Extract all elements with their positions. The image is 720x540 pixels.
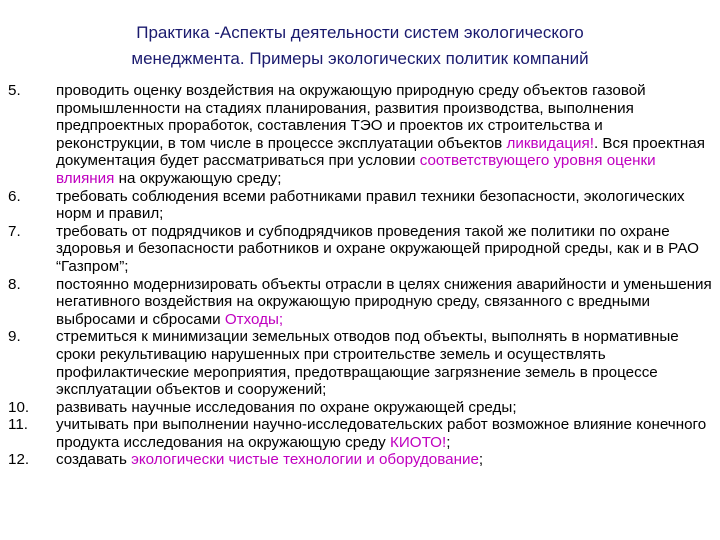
policy-list — [8, 82, 713, 469]
policy-item-8 — [8, 276, 713, 329]
item-text: стремиться к минимизации земельных отводов под объекты, выполнять в нормативные сроки рекультивацию нарушенных при строительстве земель и осуществлять профилактические мероприятия, предотвращающие загрязнение земель в процессе эксплуатации объектов и сооружений; — [56, 328, 679, 399]
policy-item-6 — [8, 188, 713, 223]
item-text: требовать соблюдения всеми работниками правил техники безопасности, экологических норм и правил; — [56, 187, 685, 223]
slide-title — [40, 20, 680, 72]
policy-item-9 — [8, 328, 713, 398]
policy-item-7 — [8, 223, 713, 276]
highlight-text: экологически чистые технологии и оборудование — [131, 451, 479, 469]
item-text: развивать научные исследования по охране окружающей среды; — [56, 398, 517, 416]
item-number: 8. — [8, 275, 21, 293]
item-text: . Вся проектная документация будет рассматриваться при условии — [56, 134, 705, 170]
item-number: 9. — [8, 328, 21, 346]
item-text: проводить оценку воздействия на окружающую природную среду объектов газовой промышленности на стадиях планирования, развития производства, выполнения предпроектных проработок, составления ТЭО и проектов их строительства и реконструкции, в том числе в процессе эксплуатации объектов — [56, 82, 646, 152]
item-text: требовать от подрядчиков и субподрядчиков проведения такой же политики по охране здоровья и безопасности работников и охране окружающей природной среды, как и в РАО “Газпром”; — [56, 222, 699, 275]
item-text: постоянно модернизировать объекты отрасли в целях снижения аварийности и уменьшения негативного воздействия на окружающую природную среду, связанного с вредными выбросами и сбросами — [56, 275, 712, 328]
highlight-text: Отходы; — [224, 310, 284, 328]
highlight-text: соответствующего уровня оценки влияния — [56, 152, 656, 187]
item-text: создавать — [56, 451, 132, 469]
item-number: 5. — [8, 82, 21, 99]
highlight-text: ликвидация! — [506, 134, 594, 152]
item-number: 6. — [8, 187, 21, 205]
policy-item-11 — [8, 416, 713, 451]
policy-item-5 — [8, 82, 713, 188]
item-number: 11. — [8, 416, 28, 434]
title-line-2: менеджмента. Примеры экологических политик компаний — [131, 49, 589, 68]
item-number: 12. — [8, 451, 30, 469]
policy-item-12 — [8, 451, 713, 469]
policy-item-10 — [8, 399, 713, 417]
item-number: 10. — [8, 398, 30, 416]
item-text: ; — [478, 451, 484, 469]
item-text: ; — [446, 433, 451, 451]
item-text: на окружающую среду; — [114, 169, 282, 187]
item-number: 7. — [8, 222, 21, 240]
item-text: учитывать при выполнении научно-исследовательских работ возможное влияние конечного продукта исследования на окружающую среду — [56, 416, 707, 451]
highlight-text: КИОТО! — [390, 433, 447, 451]
title-line-1: Практика -Аспекты деятельности систем экологического — [136, 23, 584, 42]
